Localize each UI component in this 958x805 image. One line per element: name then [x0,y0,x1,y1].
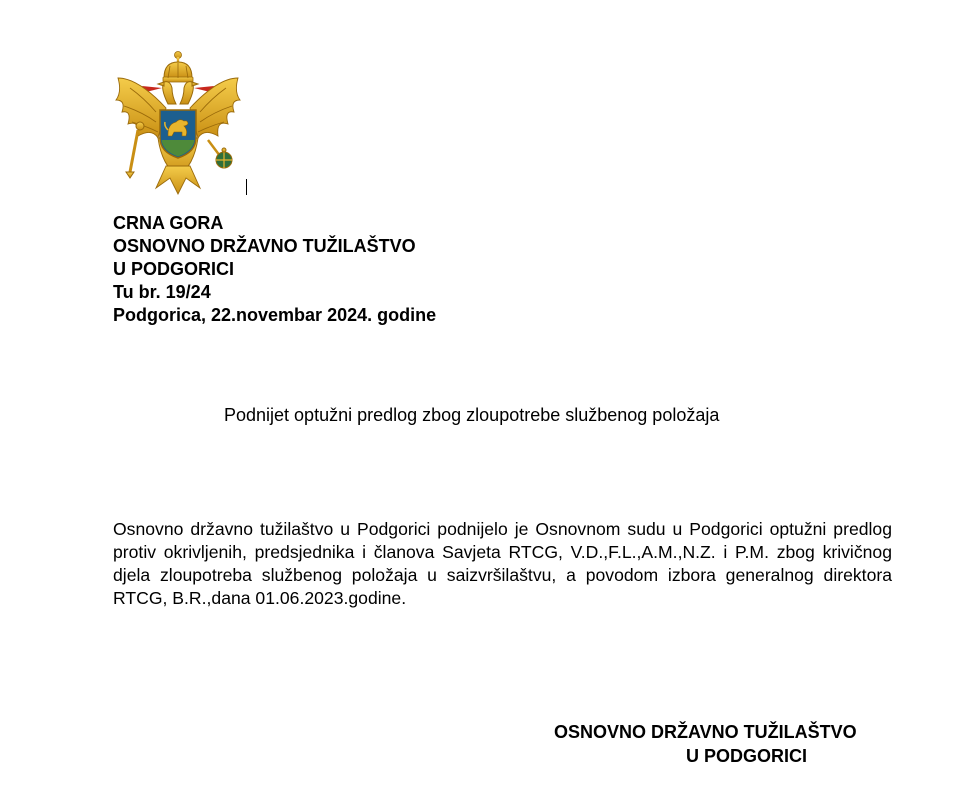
signature-city: U PODGORICI [686,746,808,766]
shield-icon [160,110,196,158]
document-signature [554,720,892,768]
montenegro-coat-of-arms-icon [108,48,248,196]
header-institution: OSNOVNO DRŽAVNO TUŽILAŠTVO [113,236,416,256]
header-city: U PODGORICI [113,259,235,279]
header-country: CRNA GORA [113,213,224,233]
header-place-date: Podgorica, 22.novembar 2024. godine [113,305,437,325]
document-subject: Podnijet optužni predlog zbog zloupotrebe službenog položaja [224,405,720,425]
crown-icon [163,52,193,83]
text-cursor [246,179,247,195]
document-header [113,212,436,327]
document-body-paragraph: Osnovno državno tužilaštvo u Podgorici podnijelo je Osnovnom sudu u Podgorici optužni predlog protiv okrivljenih, predsjednika i članova Savjeta RTCG, V.D.,F.L.,A.M.,N.Z. i P.M. zbog krivičnog djela zloupotreba službenog položaja u saizvršilaštvu, a povodom izbora generalnog direktora RTCG, B.R.,dana 01.06.2023.godine. [113,519,892,608]
signature-institution: OSNOVNO DRŽAVNO TUŽILAŠTVO [554,722,857,742]
header-reference-number: Tu br. 19/24 [113,282,211,302]
